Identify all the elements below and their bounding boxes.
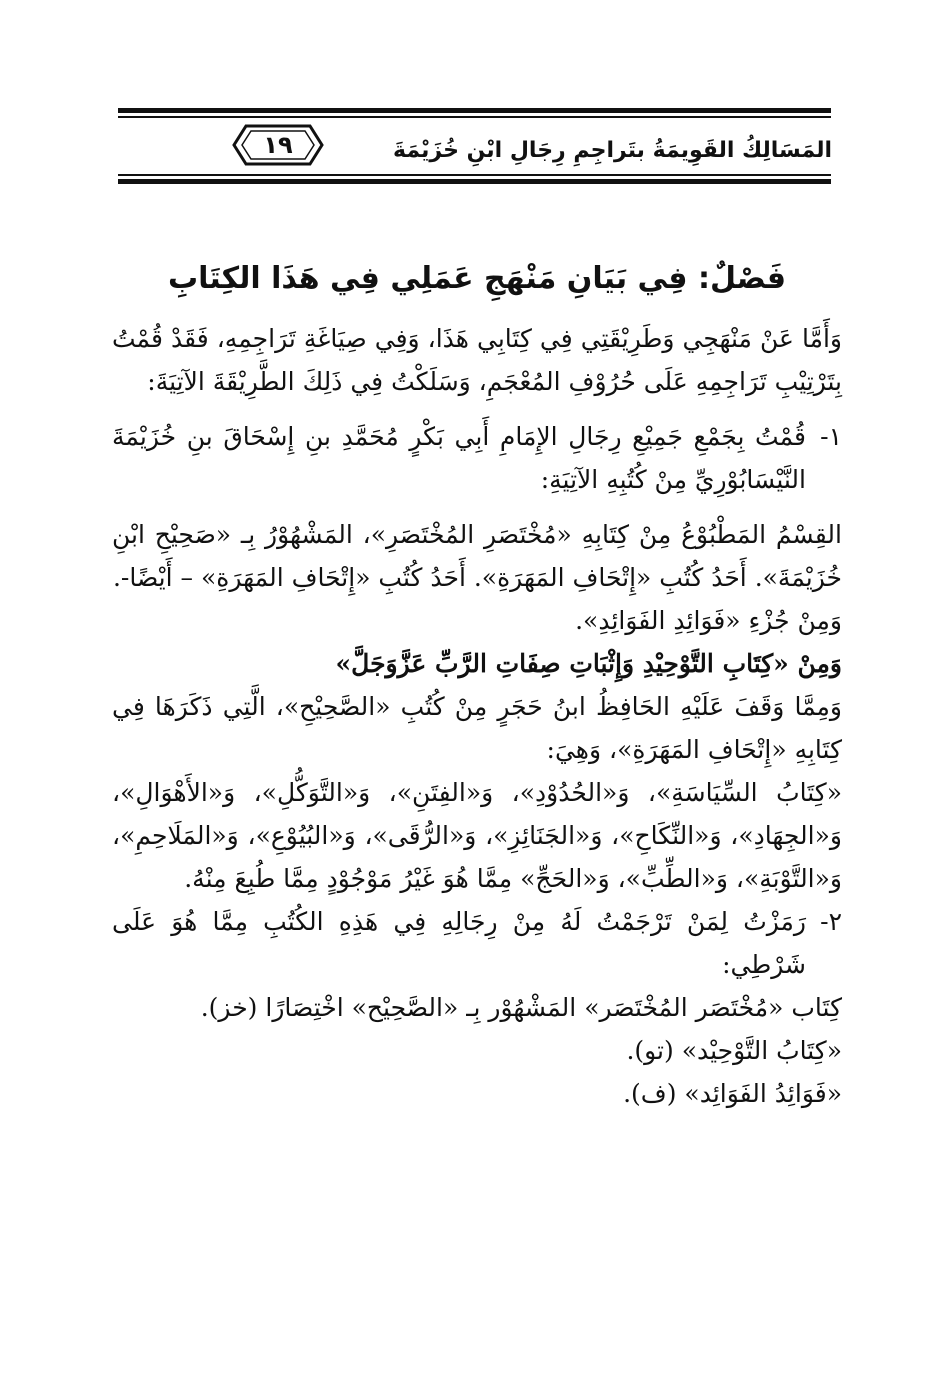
header-rule-bottom-thick bbox=[118, 179, 831, 184]
symbol-line-tw: «كِتَابُ التَّوْحِيْد» (تو). bbox=[626, 1036, 842, 1065]
page-number-badge bbox=[232, 122, 324, 168]
books-list-paragraph: «كِتَابُ السِّيَاسَةِ»، وَ«الحُدُوْدِ»، وَ«الفِتَنِ»، وَ«التَّوَكُّلِ»، وَ«الأَهْوَالِ»، وَ«الجِهَادِ»، وَ«النِّكَاحِ»، وَ«الجَنَائِزِ»، وَ«الرُّقَى»، وَ«البُيُوْعِ»، وَ«المَلَاحِمِ»، وَ«التَّوْبَةِ»، وَ«الطِّبِّ»، وَ«الحَجِّ» مِمَّا هُوَ غَيْرُ مَوْجُوْدٍ مِمَّا طُبِعَ مِنْهُ. bbox=[112, 778, 842, 893]
hafiz-paragraph: وَمِمَّا وَقَفَ عَلَيْهِ الحَافِظُ ابنُ حَجَرٍ مِنْ كُتُبِ «الصَّحِيْحِ»، الَّتِي ذَكَرَهَا فِي كِتَابِهِ «إِتْحَافِ المَهَرَةِ»، وَهِيَ: bbox=[112, 692, 842, 764]
list-item-2-number: ٢- bbox=[820, 907, 842, 936]
intro-paragraph: وَأَمَّا عَنْ مَنْهَجِي وَطَرِيْقَتِي فِي كِتَابِي هَذَا، وَفِي صِيَاغَةِ تَرَاجِمِهِ، فَقَدْ قُمْتُ بِتَرْتِيْبِ تَرَاجِمِهِ عَلَى حُرُوْفِ المُعْجَمِ، وَسَلَكْتُ فِي ذَلِكَ الطَّرِيْقَةَ الآتِيَةَ: bbox=[112, 324, 842, 396]
page-number: ١٩ bbox=[263, 131, 293, 159]
printed-part-paragraph: القِسْمُ المَطْبُوْعُ مِنْ كِتَابِهِ «مُخْتَصَرِ المُخْتَصَرِ»، المَشْهُوْرُ بِـ «صَحِيْحِ ابْنِ خُزَيْمَةَ». أَحَدُ كُتُبِ «إِتْحَافِ المَهَرَةِ». أَحَدُ كُتُبِ «إِتْحَافِ المَهَرَةِ» – أَيْضًا-. bbox=[112, 520, 842, 592]
list-item-2 bbox=[112, 900, 842, 986]
running-title: المَسَالِكُ القَوِيمَةُ بتَراجِمِ رِجَالِ ابْنِ خُزَيْمَةَ bbox=[393, 138, 832, 163]
header-rule-top-thin bbox=[118, 116, 831, 118]
list-item-2-text: رَمَزْتُ لِمَنْ تَرْجَمْتُ لَهُ مِنْ رِجَالِهِ فِي هَذِهِ الكُتُبِ مِمَّا هُوَ عَلَى شَرْطِي: bbox=[112, 907, 806, 979]
list-item-1-number: ١- bbox=[820, 422, 842, 451]
list-item-1 bbox=[112, 415, 842, 501]
header-rule-bottom-thin bbox=[118, 174, 831, 176]
tawhid-paragraph: وَمِنْ «كِتَابِ التَّوْحِيْدِ وَإِثْبَاتِ صِفَاتِ الرَّبِّ عَزَّوَجَلَّ» bbox=[335, 649, 842, 678]
header-rule-top-thick bbox=[118, 108, 831, 113]
page-header bbox=[0, 0, 946, 190]
fawaid-paragraph: وَمِنْ جُزْءِ «فَوَائِدِ الفَوَائِدِ». bbox=[575, 606, 842, 635]
symbol-line-f: «فَوَائِدُ الفَوَائِد» (ف). bbox=[623, 1079, 842, 1108]
symbol-line-khz: كِتَاب «مُخْتَصَر المُخْتَصَر» المَشْهُوْر بِـ «الصَّحِيْح» اخْتِصَارًا (خز). bbox=[200, 993, 842, 1022]
list-item-1-text: قُمْتُ بِجَمْعِ جَمِيْعِ رِجَالِ الإِمَامِ أَبِي بَكْرٍ مُحَمَّدِ بنِ إِسْحَاقَ بنِ خُزَيْمَةَ النَّيْسَابُوْرِيِّ مِنْ كُتُبِهِ الآتِيَةِ: bbox=[112, 422, 806, 494]
section-title: فَصْلٌ: فِي بَيَانِ مَنْهَجِ عَمَلِي فِي هَذَا الكِتَابِ bbox=[168, 261, 786, 296]
main-content bbox=[112, 255, 842, 1115]
